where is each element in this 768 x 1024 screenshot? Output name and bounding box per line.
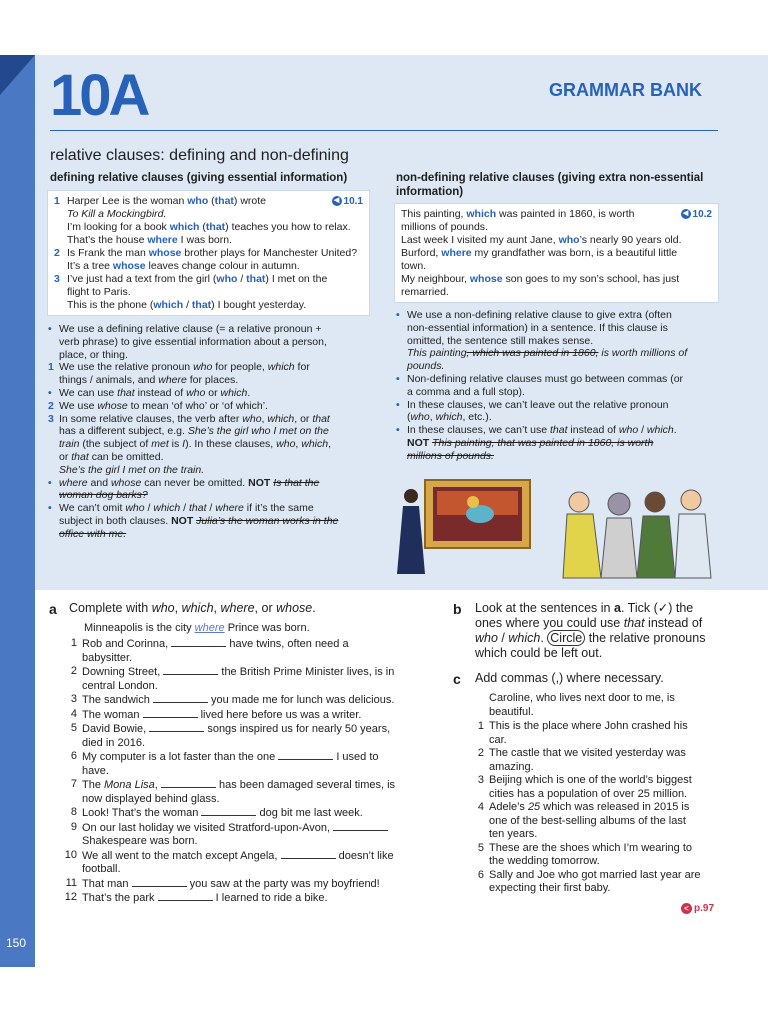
exercise-c-item-text: Beijing which is one of the world’s biggest cities has a population of over 25 million. [489, 774, 692, 800]
defining-note-number: 2 [48, 399, 54, 412]
audio-ref[interactable]: ◀ 10.1 [332, 195, 363, 208]
exercise-a-item-number: 1 [70, 637, 77, 649]
visitor-2-head [608, 493, 630, 515]
defining-note-text: We can use that instead of who or which. [59, 386, 251, 399]
exercise-a-item-text: Look! That’s the woman dog bit me last week. [82, 807, 363, 819]
exercise-a-item-text: Downing Street, the British Prime Minister lives, is in central London. [82, 666, 395, 692]
back-arrow-icon: < [681, 903, 692, 914]
page-number: 150 [6, 936, 27, 950]
exercise-a-item-number: 3 [70, 693, 77, 705]
visitor-2 [601, 518, 637, 578]
exercise-c-item-number: 3 [477, 774, 484, 786]
visitor-1-head [569, 492, 589, 512]
defining-note-text: We can’t omit who / which / that / where if it’s the same subject in both clauses. NOT Julia’s the woman works in the office with me. [59, 502, 339, 540]
non-defining-examples: This painting, which was painted in 1860, is worth millions of pounds. Last week I visited my aunt Jane, who’s nearly 90 years old. Burford, where my grandfather was born, is a beautiful little town. My neighbour, whose son goes to my son’s school, has just remarried. [401, 208, 682, 298]
non-defining-note-text: We use a non-defining relative clause to give extra (often non-essential information) in a sentence. If this clause is omitted, the sentence still makes sense. This painting, which was painted in 1860, is worth millions of pounds. [407, 309, 688, 373]
non-defining-note [396, 399, 721, 425]
defining-note-text: In some relative clauses, the verb after who, which, or that has a different subject, e.g. She’s the girl who I met on the train (the subject of met is I). In these clauses, who, which, or that can be omitted. She’s the girl I met on the train. [59, 412, 332, 476]
exercise-a-item-number: 9 [70, 820, 77, 833]
defining-note-number: • [48, 502, 52, 515]
exercise-c-item-text: The castle that we visited yesterday was amazing. [489, 747, 686, 773]
exercise-c-item-text: Sally and Joe who got married last year are expecting their first baby. [489, 868, 701, 894]
exercise-c-item [470, 720, 730, 747]
exercise-a-item-text: The Mona Lisa, has been damaged several times, is now displayed behind glass. [82, 779, 396, 805]
defining-note-number: • [48, 476, 52, 489]
defining-example-number: 2 [54, 247, 60, 259]
non-defining-note-text: In these clauses, we can’t leave out the relative pronoun (who, which, etc.). [407, 398, 669, 424]
non-defining-note [396, 309, 721, 373]
exercise-a-item [63, 750, 433, 778]
defining-note-text: where and whose can never be omitted. NOT Is that the woman dog barks? [59, 476, 320, 502]
exercise-a-item-number: 12 [64, 891, 77, 903]
guide-head [404, 489, 418, 503]
defining-note-text: We use a defining relative clause (= a relative pronoun + verb phrase) to give essential information about a person, place, or thing. [59, 323, 327, 361]
defining-heading: defining relative clauses (giving essential information) [50, 172, 348, 184]
exercise-a-item-number: 8 [70, 806, 77, 818]
exercise-a-label: a [49, 601, 57, 617]
exercise-a-item-number: 10 [64, 848, 77, 861]
exercise-c-item-number: 1 [477, 720, 484, 732]
exercise-c-item-number: 4 [477, 801, 484, 813]
defining-note [48, 413, 368, 477]
visitor-3 [637, 516, 675, 578]
exercise-a-item [63, 806, 433, 821]
exercise-a-item-text: The woman lived here before us was a writer. [82, 708, 362, 721]
exercise-a-item-number: 5 [70, 722, 77, 734]
exercise-c-item-number: 6 [477, 868, 484, 881]
exercise-a-item-number: 11 [65, 876, 77, 889]
defining-example [54, 195, 363, 247]
non-defining-note-text: In these clauses, we can’t use that instead of who / which. NOT This painting, that was painted in 1860, is worth millions of pounds. [407, 424, 677, 462]
exercise-c-item-text: Adele’s 25 which was released in 2015 is one of the best-selling albums of the last ten years. [489, 801, 690, 840]
header-rule [50, 130, 718, 131]
exercise-a-items [63, 637, 433, 906]
non-defining-note-number: • [396, 424, 400, 437]
painting-figure [466, 505, 494, 523]
exercise-a-item-text: That’s the park I learned to ride a bike. [82, 892, 328, 904]
exercise-c-label: c [453, 671, 461, 687]
exercise-a-item-text: On our last holiday we visited Stratford-upon-Avon, Shakespeare was born. [82, 821, 388, 849]
visitor-4-head [681, 490, 701, 510]
corner-fold [0, 55, 35, 95]
audio-ref[interactable]: ◀ 10.2 [681, 208, 712, 221]
exercise-a-item [63, 891, 433, 906]
defining-note [48, 477, 368, 503]
defining-example-number: 3 [54, 273, 60, 285]
exercise-c-instruction: Add commas (,) where necessary. [475, 671, 664, 685]
defining-note-number: • [48, 386, 52, 399]
example-answer: where [194, 622, 225, 634]
visitor-3-head [645, 492, 665, 512]
defining-example [54, 273, 363, 312]
non-defining-examples-box [394, 203, 719, 303]
defining-example [54, 247, 363, 273]
exercise-a-item [63, 849, 433, 877]
defining-note [48, 323, 368, 361]
non-defining-note [396, 424, 721, 462]
defining-note-number: 3 [48, 412, 54, 425]
non-defining-note-text: Non-defining relative clauses must go between commas (or a comma and a full stop). [407, 372, 684, 398]
defining-examples-box [47, 190, 370, 316]
guide-body [397, 506, 425, 574]
exercise-a-item-number: 4 [70, 707, 77, 720]
exercise-a-item-text: David Bowie, songs inspired us for nearly 50 years, died in 2016. [82, 723, 391, 749]
defining-note [48, 387, 368, 400]
exercise-c-item-text: This is the place where John crashed his car. [489, 720, 688, 746]
exercise-c-example: Caroline, who lives next door to me, is beautiful. [489, 692, 675, 718]
exercise-c-item [470, 801, 730, 842]
exercise-a-item-text: The sandwich you made me for lunch was delicious. [82, 694, 395, 706]
exercise-a-item [63, 778, 433, 806]
defining-note-number: • [48, 323, 52, 335]
exercise-a-item-text: We all went to the match except Angela, doesn’t like football. [82, 849, 394, 875]
defining-example-text: Is Frank the man whose brother plays for Manchester United? It’s a tree whose leaves change colour in autumn. [67, 247, 358, 272]
exercise-a-item [63, 821, 433, 849]
defining-note [48, 361, 368, 387]
unit-number: 10A [50, 63, 148, 128]
defining-note [48, 400, 368, 413]
audio-icon: ◀ [681, 209, 691, 219]
exercise-a-item-number: 7 [70, 778, 77, 790]
visitor-1 [563, 514, 601, 578]
exercise-c-item-number: 5 [477, 841, 484, 854]
non-defining-note-number: • [396, 372, 400, 385]
exercise-c-item [470, 842, 730, 869]
exercise-a-item [63, 665, 433, 693]
exercise-a-item-text: My computer is a lot faster than the one I used to have. [82, 751, 379, 777]
defining-example-text: Harper Lee is the woman who (that) wrote To Kill a Mockingbird. I’m looking for a book which (that) teaches you how to relax. That’s the house where I was born. [67, 195, 351, 246]
non-defining-note-number: • [396, 398, 400, 411]
non-defining-heading: non-defining relative clauses (giving extra non-essential information) [396, 172, 704, 198]
exercise-b-instruction: Look at the sentences in a. Tick (✓) the ones where you could use that instead of who / which. Circle the relative pronouns which could be left out. [475, 601, 706, 660]
exercise-c-item [470, 869, 730, 896]
defining-notes [48, 323, 368, 541]
visitor-4 [675, 514, 711, 578]
page-title: relative clauses: defining and non-defining [50, 147, 349, 164]
exercise-a-item [63, 637, 433, 665]
exercise-a-item [63, 722, 433, 750]
exercise-b-label: b [453, 601, 462, 617]
exercise-a-item [63, 693, 433, 708]
exercise-a-item-text: Rob and Corinna, have twins, often need a babysitter. [82, 638, 349, 664]
non-defining-note [396, 373, 721, 399]
exercise-c-item-text: These are the shoes which I’m wearing to the wedding tomorrow. [489, 841, 692, 867]
defining-note-text: We use the relative pronoun who for people, which for things / animals, and where for places. [59, 361, 310, 387]
exercise-a-item-text: That man you saw at the party was my boyfriend! [82, 877, 380, 890]
non-defining-note-number: • [396, 309, 400, 321]
exercise-c-item [470, 774, 730, 801]
exercise-a-instruction: Complete with who, which, where, or whose. [69, 601, 316, 615]
exercise-c-item-number: 2 [477, 747, 484, 759]
exercise-a-item-number: 6 [70, 750, 77, 762]
gallery-illustration [395, 474, 717, 580]
defining-example-text: I’ve just had a text from the girl (who / that) I met on the flight to Paris. This is the phone (which / that) I bought yesterday. [67, 273, 328, 311]
exercise-a-item [63, 877, 433, 892]
page-reference[interactable]: < p.97 [681, 903, 714, 914]
non-defining-notes [396, 309, 721, 463]
defining-note-number: 1 [48, 361, 54, 374]
defining-example-number: 1 [54, 195, 60, 207]
exercise-a-item [63, 708, 433, 723]
section-title: GRAMMAR BANK [549, 80, 702, 100]
defining-note-text: We use whose to mean ‘of who’ or ‘of which’. [59, 399, 268, 412]
audio-icon: ◀ [332, 196, 342, 206]
exercise-a-example: Minneapolis is the city where Prince was born. [84, 622, 310, 634]
defining-note [48, 502, 368, 540]
exercise-c-items [470, 720, 730, 896]
side-tab [0, 55, 35, 967]
painting-head [467, 496, 479, 508]
defining-examples [54, 195, 363, 312]
exercise-c-item [470, 747, 730, 774]
exercise-a-item-number: 2 [70, 665, 77, 677]
